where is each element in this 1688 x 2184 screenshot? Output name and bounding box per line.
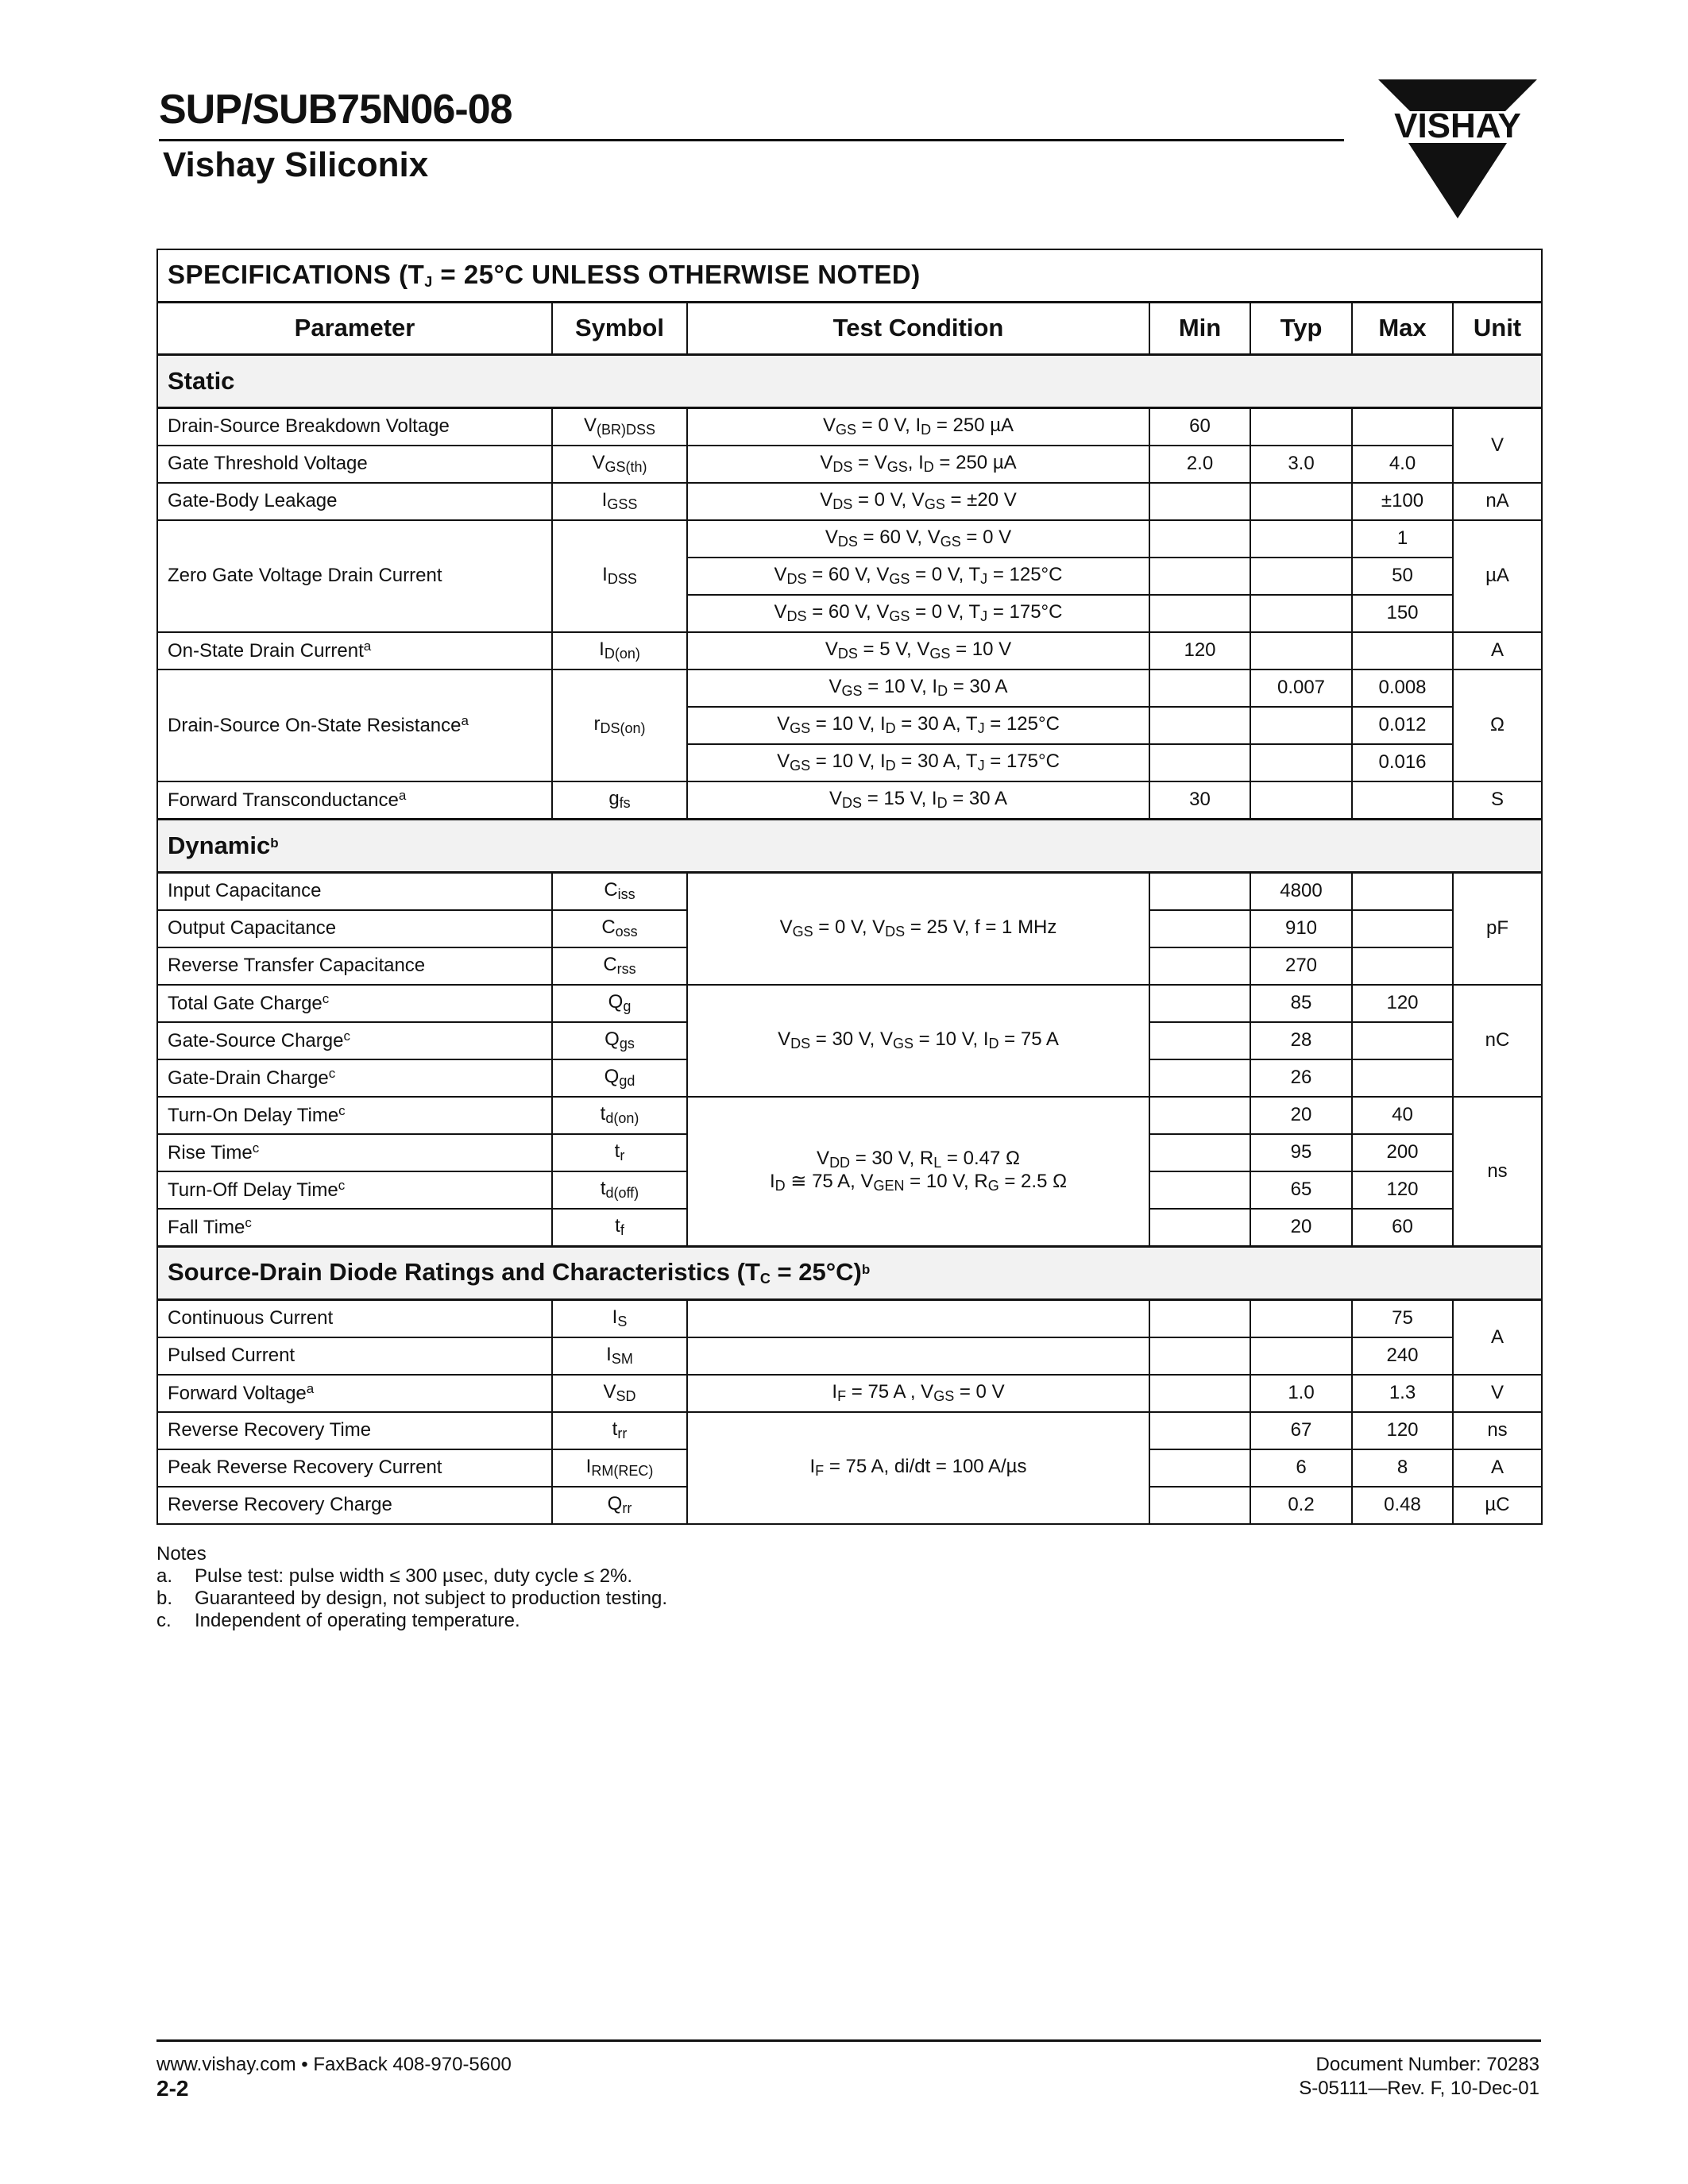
table-row: Total Gate Charge$^c$ $Q_g$ $V_{DS} = 30$ V, $V_{GS} = 10$ V, $I_D = 75$ A 85 120 nC	[157, 985, 1542, 1022]
footer-website[interactable]: www.vishay.com • FaxBack 408-970-5600	[156, 2054, 512, 2075]
specifications-table	[156, 249, 1543, 1525]
table-row: Turn-On Delay Time$^c$ $t_{d(on)}$ $V_{DD} = 30$ V, $R_L = 0.47$ Ω $I_D$ ≅ 75 A, $V_{GEN} = 10$ V, $R_G = 2.5$ Ω 20 40 ns	[157, 1097, 1542, 1134]
table-row: Gate Threshold Voltage $V_{GS(th)}$ $V_{DS} = V_{GS}$, $I_D = 250$ µA 2.0 3.0 4.0	[157, 446, 1542, 483]
table-title: SPECIFICATIONS ($T_J = 25^\circ C$ UNLESS OTHERWISE NOTED)	[157, 249, 1542, 303]
table-row: Turn-Off Delay Time$^c$ $t_{d(off)}$ 65 120	[157, 1171, 1542, 1209]
section-static: Static	[157, 355, 1542, 408]
notes-heading: Notes	[156, 1543, 207, 1565]
note-item: c. Independent of operating temperature.	[156, 1610, 520, 1631]
table-row: Forward Transconductance$^a$ $g_{fs}$ $V_{DS} = 15$ V, $I_D = 30$ A 30 S	[157, 781, 1542, 820]
table-row: Forward Voltage$^a$ $V_{SD}$ $I_F = 75$ A , $V_{GS} = 0$ V 1.0 1.3 V	[157, 1375, 1542, 1412]
col-min: Min	[1149, 303, 1250, 355]
section-dynamic: Dynamic$^b$	[157, 820, 1542, 873]
note-item: a. Pulse test: pulse width ≤ 300 µsec, duty cycle ≤ 2%.	[156, 1565, 633, 1587]
table-row: Continuous Current $I_S$ 75 A	[157, 1300, 1542, 1338]
table-row: Rise Time$^c$ $t_r$ 95 200	[157, 1134, 1542, 1171]
table-row: Reverse Recovery Time $t_{rr}$ $I_F = 75$ A, di/dt = 100 A/µs 67 120 ns	[157, 1412, 1542, 1449]
table-row: $V_{DS} = 60$ V, $V_{GS} = 0$ V, $T_J = 125^\circ C$ 50	[157, 558, 1542, 595]
table-row: Gate-Source Charge$^c$ $Q_{gs}$ 28	[157, 1022, 1542, 1059]
table-row: Reverse Transfer Capacitance $C_{rss}$ 270	[157, 947, 1542, 985]
col-max: Max	[1352, 303, 1453, 355]
page-number: 2-2	[156, 2076, 189, 2101]
vishay-logo	[1370, 75, 1545, 222]
col-parameter: Parameter	[157, 303, 552, 355]
logo-text: VISHAY	[1394, 106, 1521, 145]
notes	[156, 1543, 667, 1632]
table-row: Zero Gate Voltage Drain Current $I_{DSS}$ $V_{DS} = 60$ V, $V_{GS} = 0$ V 1 µA	[157, 520, 1542, 558]
table-row: Input Capacitance $C_{iss}$ $V_{GS} = 0$ V, $V_{DS} = 25$ V, f = 1 MHz 4800 pF	[157, 873, 1542, 911]
table-row: Reverse Recovery Charge $Q_{rr}$ 0.2 0.48 µC	[157, 1487, 1542, 1524]
table-row: Drain-Source Breakdown Voltage $V_{(BR)DSS}$ $V_{GS} = 0$ V, $I_D = 250$ µA 60 V	[157, 408, 1542, 446]
footer-rule	[156, 2039, 1541, 2042]
table-row: Pulsed Current $I_{SM}$ 240	[157, 1337, 1542, 1375]
table-row: Drain-Source On-State Resistance$^a$ $r_{DS(on)}$ $V_{GS} = 10$ V, $I_D = 30$ A 0.007 0.008 Ω	[157, 669, 1542, 707]
col-typ: Typ	[1250, 303, 1352, 355]
col-test-condition: Test Condition	[687, 303, 1149, 355]
footer-right	[1299, 2053, 1539, 2101]
page-subtitle: Vishay Siliconix	[163, 145, 429, 184]
table-row: $V_{GS} = 10$ V, $I_D = 30$ A, $T_J = 125^\circ C$ 0.012	[157, 707, 1542, 744]
note-item: b. Guaranteed by design, not subject to production testing.	[156, 1588, 668, 1609]
col-symbol: Symbol	[552, 303, 687, 355]
col-unit: Unit	[1453, 303, 1542, 355]
header-rule	[159, 139, 1344, 141]
revision: S-05111—Rev. F, 10-Dec-01	[1299, 2078, 1539, 2099]
table-row: Fall Time$^c$ $t_f$ 20 60	[157, 1209, 1542, 1247]
column-header-row	[157, 303, 1542, 355]
table-row: Gate-Drain Charge$^c$ $Q_{gd}$ 26	[157, 1059, 1542, 1097]
page-title: SUP/SUB75N06-08	[159, 87, 512, 133]
document-number: Document Number: 70283	[1315, 2054, 1539, 2075]
table-row: $V_{GS} = 10$ V, $I_D = 30$ A, $T_J = 175^\circ C$ 0.016	[157, 744, 1542, 781]
table-row: Peak Reverse Recovery Current $I_{RM(REC)}$ 6 8 A	[157, 1449, 1542, 1487]
table-row: Output Capacitance $C_{oss}$ 910	[157, 910, 1542, 947]
table-row: $V_{DS} = 60$ V, $V_{GS} = 0$ V, $T_J = 175^\circ C$ 150	[157, 595, 1542, 632]
table-row: Gate-Body Leakage $I_{GSS}$ $V_{DS} = 0$ V, $V_{GS} = \pm 20$ V ±100 nA	[157, 483, 1542, 520]
section-source-drain: Source-Drain Diode Ratings and Characteristics $(T_C = 25^\circ C)^b$	[157, 1247, 1542, 1300]
table-row: On-State Drain Current$^a$ $I_{D(on)}$ $V_{DS} = 5$ V, $V_{GS} = 10$ V 120 A	[157, 632, 1542, 669]
footer-left	[156, 2053, 512, 2101]
